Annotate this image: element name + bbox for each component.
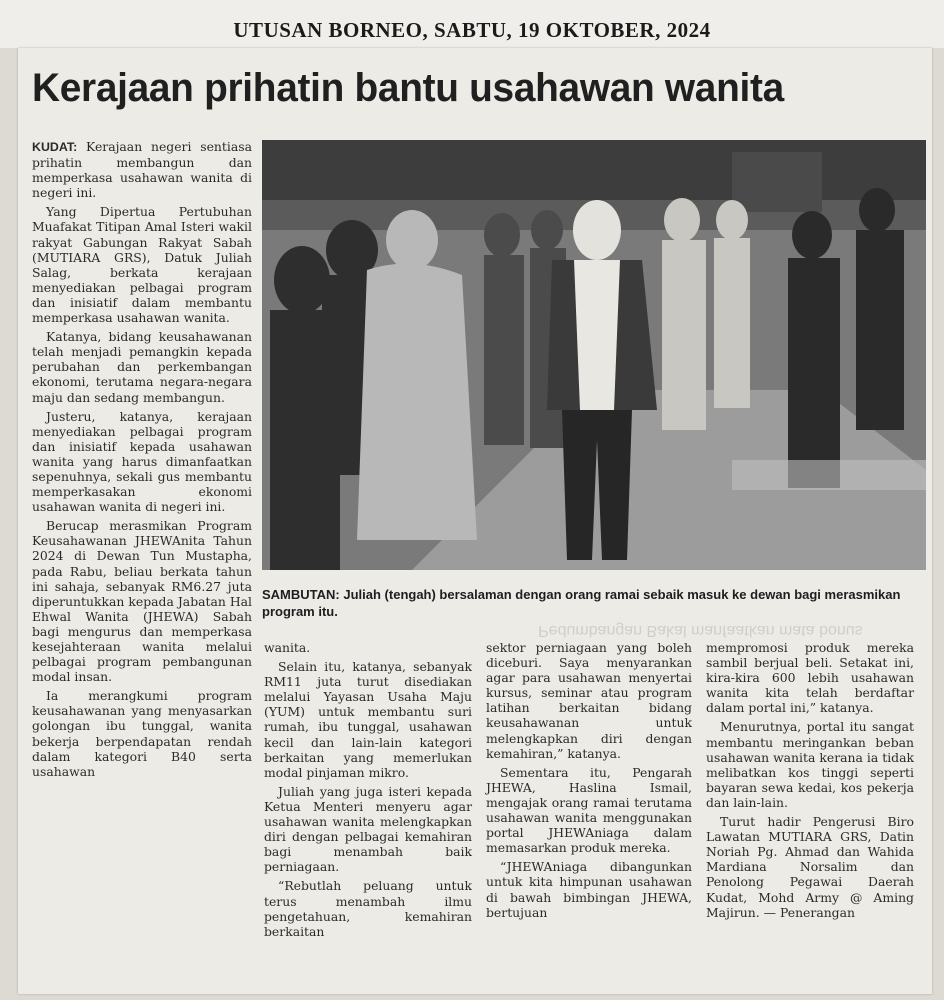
- paragraph: Sementara itu, Pengarah JHEWA, Haslina Ismail, mengajak orang ramai terutama usahawan wanita menggunakan portal JHEWAniaga dalam memasarkan produk mereka.: [486, 764, 692, 856]
- paragraph: Selain itu, katanya, sebanyak RM11 juta turut disediakan melalui Yayasan Usaha Maju (YUM) untuk membantu suri rumah, ibu tunggal, usahawan kecil dan lain-lain kategori berkaitan yang memerlukan modal pinjaman mikro.: [264, 659, 472, 780]
- caption-text: Juliah (tengah) bersalaman dengan orang ramai sebaik masuk ke dewan bagi merasmikan program itu.: [262, 587, 901, 619]
- caption-lead: SAMBUTAN:: [262, 587, 340, 602]
- paragraph: mempromosi produk mereka sambil berjual beli. Setakat ini, kira-kira 600 lebih usahawan wanita kita telah berdaftar dalam portal ini,” katanya.: [706, 640, 914, 716]
- paragraph: Berucap merasmikan Program Keusahawanan JHEWAnita Tahun 2024 di Dewan Tun Mustapha, pada Rabu, beliau berkata tahun ini sahaja, sebanyak RM6.27 juta diperuntukkan kepada Jabatan Hal Ehwal Wanita (JHEWA) Sabah bagi mengurus dan memperkasa kesejahteraan wanita melalui pelbagai program pembangunan modal insan.: [32, 518, 252, 685]
- bleed-through-text: Pedumbangan Bakal manfaatkan mata bonus: [538, 622, 863, 639]
- paragraph-text: Kerajaan negeri sentiasa prihatin membangun dan memperkasa usahawan wanita di negeri ini.: [32, 139, 252, 201]
- paragraph: [32, 139, 252, 200]
- dateline: KUDAT:: [32, 140, 78, 154]
- article-column-2: [264, 640, 472, 943]
- paragraph: Juliah yang juga isteri kepada Ketua Menteri menyeru agar usahawan wanita melengkapkan diri dengan pelbagai kemahiran bagi menambah baik perniagaan.: [264, 783, 472, 875]
- paragraph: Katanya, bidang keusahawanan telah menjadi pemangkin kepada perubahan dan perkembangan ekonomi, terutama negara-negara maju dan sedang membangun.: [32, 329, 252, 405]
- paragraph: Menurutnya, portal itu sangat membantu meringankan beban usahawan wanita kerana ia tidak melibatkan kos tinggi seperti bayaran sewa kedai, kos pekerja dan lain-lain.: [706, 719, 914, 810]
- paragraph: “JHEWAniaga dibangunkan untuk kita himpunan usahawan di bawah bimbingan JHEWA, bertujuan: [486, 859, 692, 920]
- article-column-4: [706, 640, 914, 924]
- paragraph: Ia merangkumi program keusahawanan yang menyasarkan golongan ibu tunggal, wanita bekerja berpendapatan rendah dalam kategori B40 serta usahawan: [32, 688, 252, 779]
- paragraph: Yang Dipertua Pertubuhan Muafakat Titipan Amal Isteri wakil rakyat Gabungan Rakyat Sabah (MUTIARA GRS), Datuk Juliah Salag, berkata kerajaan menyediakan pelbagai program dan inisiatif dalam membantu memperkasa usahawan wanita.: [32, 204, 252, 326]
- article-column-3: [486, 640, 692, 924]
- paragraph: wanita.: [264, 640, 311, 655]
- news-photo: [262, 140, 926, 570]
- masthead-text: UTUSAN BORNEO, SABTU, 19 OKTOBER, 2024: [233, 18, 711, 42]
- paragraph: sektor perniagaan yang boleh diceburi. Saya menyarankan agar para usahawan menyertai kursus, seminar atau program latihan berkaitan bidang keusahawanan untuk melengkapkan diri dengan kemahiran,” katanya.: [486, 640, 692, 761]
- paragraph: “Rebutlah peluang untuk terus menambah ilmu pengetahuan, kemahiran berkaitan: [264, 878, 472, 939]
- paragraph: Turut hadir Pengerusi Biro Lawatan MUTIARA GRS, Datin Noriah Pg. Ahmad dan Wahida Mardiana Norsalim dan Penolong Pegawai Daerah Kudat, Mohd Army @ Aming Majirun. — Penerangan: [706, 814, 914, 920]
- photo-caption: [262, 586, 926, 620]
- paragraph: Justeru, katanya, kerajaan menyediakan pelbagai program dan inisiatif kepada usahawan wanita yang harus dimanfaatkan sepenuhnya, sekali gus membantu memperkasakan ekonomi usahawan wanita di negeri ini.: [32, 408, 252, 515]
- headline: Kerajaan prihatin bantu usahawan wanita: [32, 66, 784, 110]
- newspaper-clipping: [18, 48, 932, 994]
- masthead: [0, 0, 944, 48]
- article-column-1: [32, 139, 252, 783]
- photo-illustration: [262, 140, 926, 570]
